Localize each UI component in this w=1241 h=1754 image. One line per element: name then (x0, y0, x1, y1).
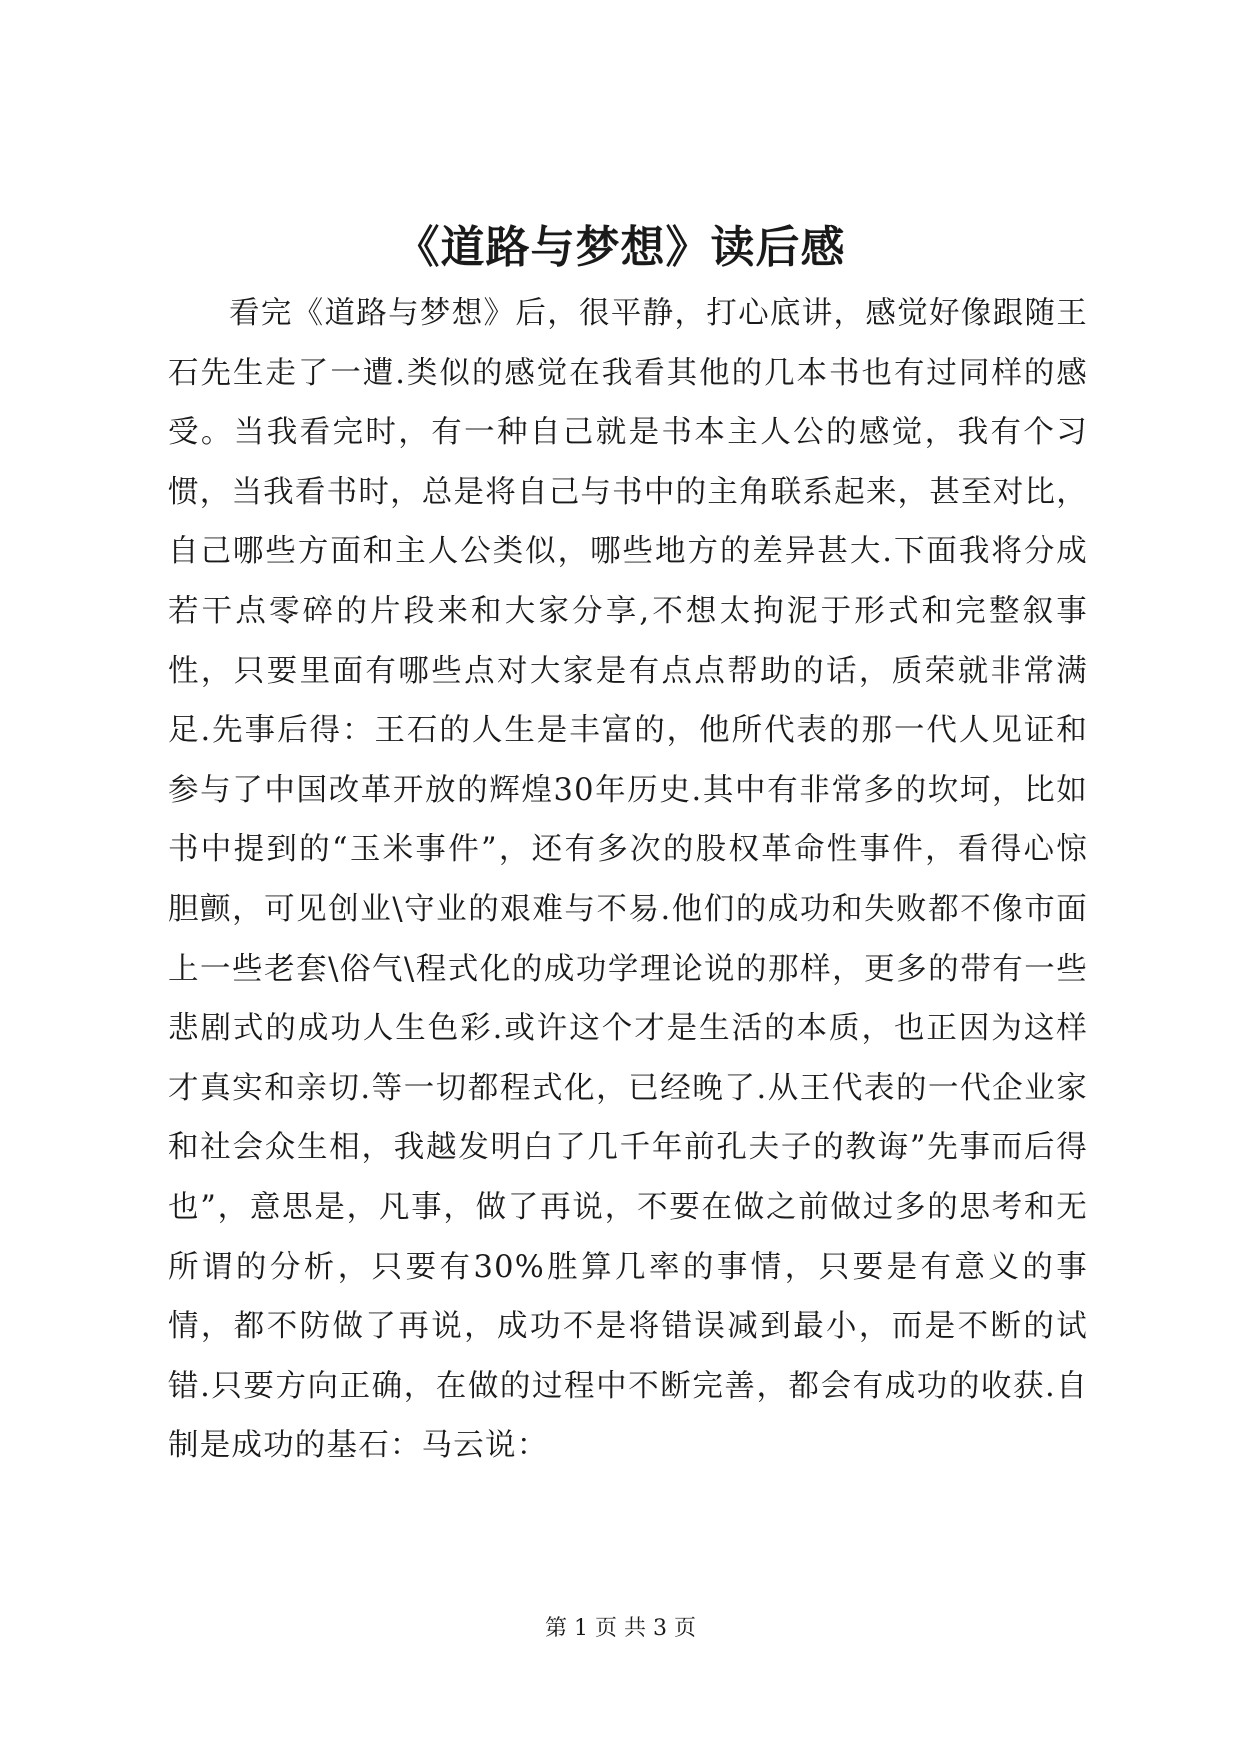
page-footer: 第 1 页 共 3 页 (545, 1616, 696, 1641)
body-paragraph: 看完《道路与梦想》后，很平静，打心底讲，感觉好像跟随王石先生走了一遭.类似的感觉在我看其他的几本书也有过同样的感受。当我看完时，有一种自己就是书本主人公的感觉，我有个习惯，当我看书时，总是将自己与书中的主角联系起来，甚至对比，自己哪些方面和主人公类似，哪些地方的差异甚大.下面我将分成若干点零碎的片段来和大家分享,不想太拘泥于形式和完整叙事性，只要里面有哪些点对大家是有点点帮助的话，质荣就非常满足.先事后得：王石的人生是丰富的，他所代表的那一代人见证和参与了中国改革开放的辉煌30年历史.其中有非常多的坎坷，比如书中提到的“玉米事件”，还有多次的股权革命性事件，看得心惊胆颤，可见创业\守业的艰难与不易.他们的成功和失败都不像市面上一些老套\俗气\程式化的成功学理论说的那样，更多的带有一些悲剧式的成功人生色彩.或许这个才是生活的本质，也正因为这样才真实和亲切.等一切都程式化，已经晚了.从王代表的一代企业家和社会众生相，我越发明白了几千年前孔夫子的教诲”先事而后得也”，意思是，凡事，做了再说，不要在做之前做过多的思考和无所谓的分析，只要有30%胜算几率的事情，只要是有意义的事情，都不防做了再说，成功不是将错误减到最小，而是不断的试错.只要方向正确，在做的过程中不断完善，都会有成功的收获.自制是成功的基石：马云说： (168, 296, 1088, 1464)
document-title: 《道路与梦想》读后感 (395, 222, 846, 273)
